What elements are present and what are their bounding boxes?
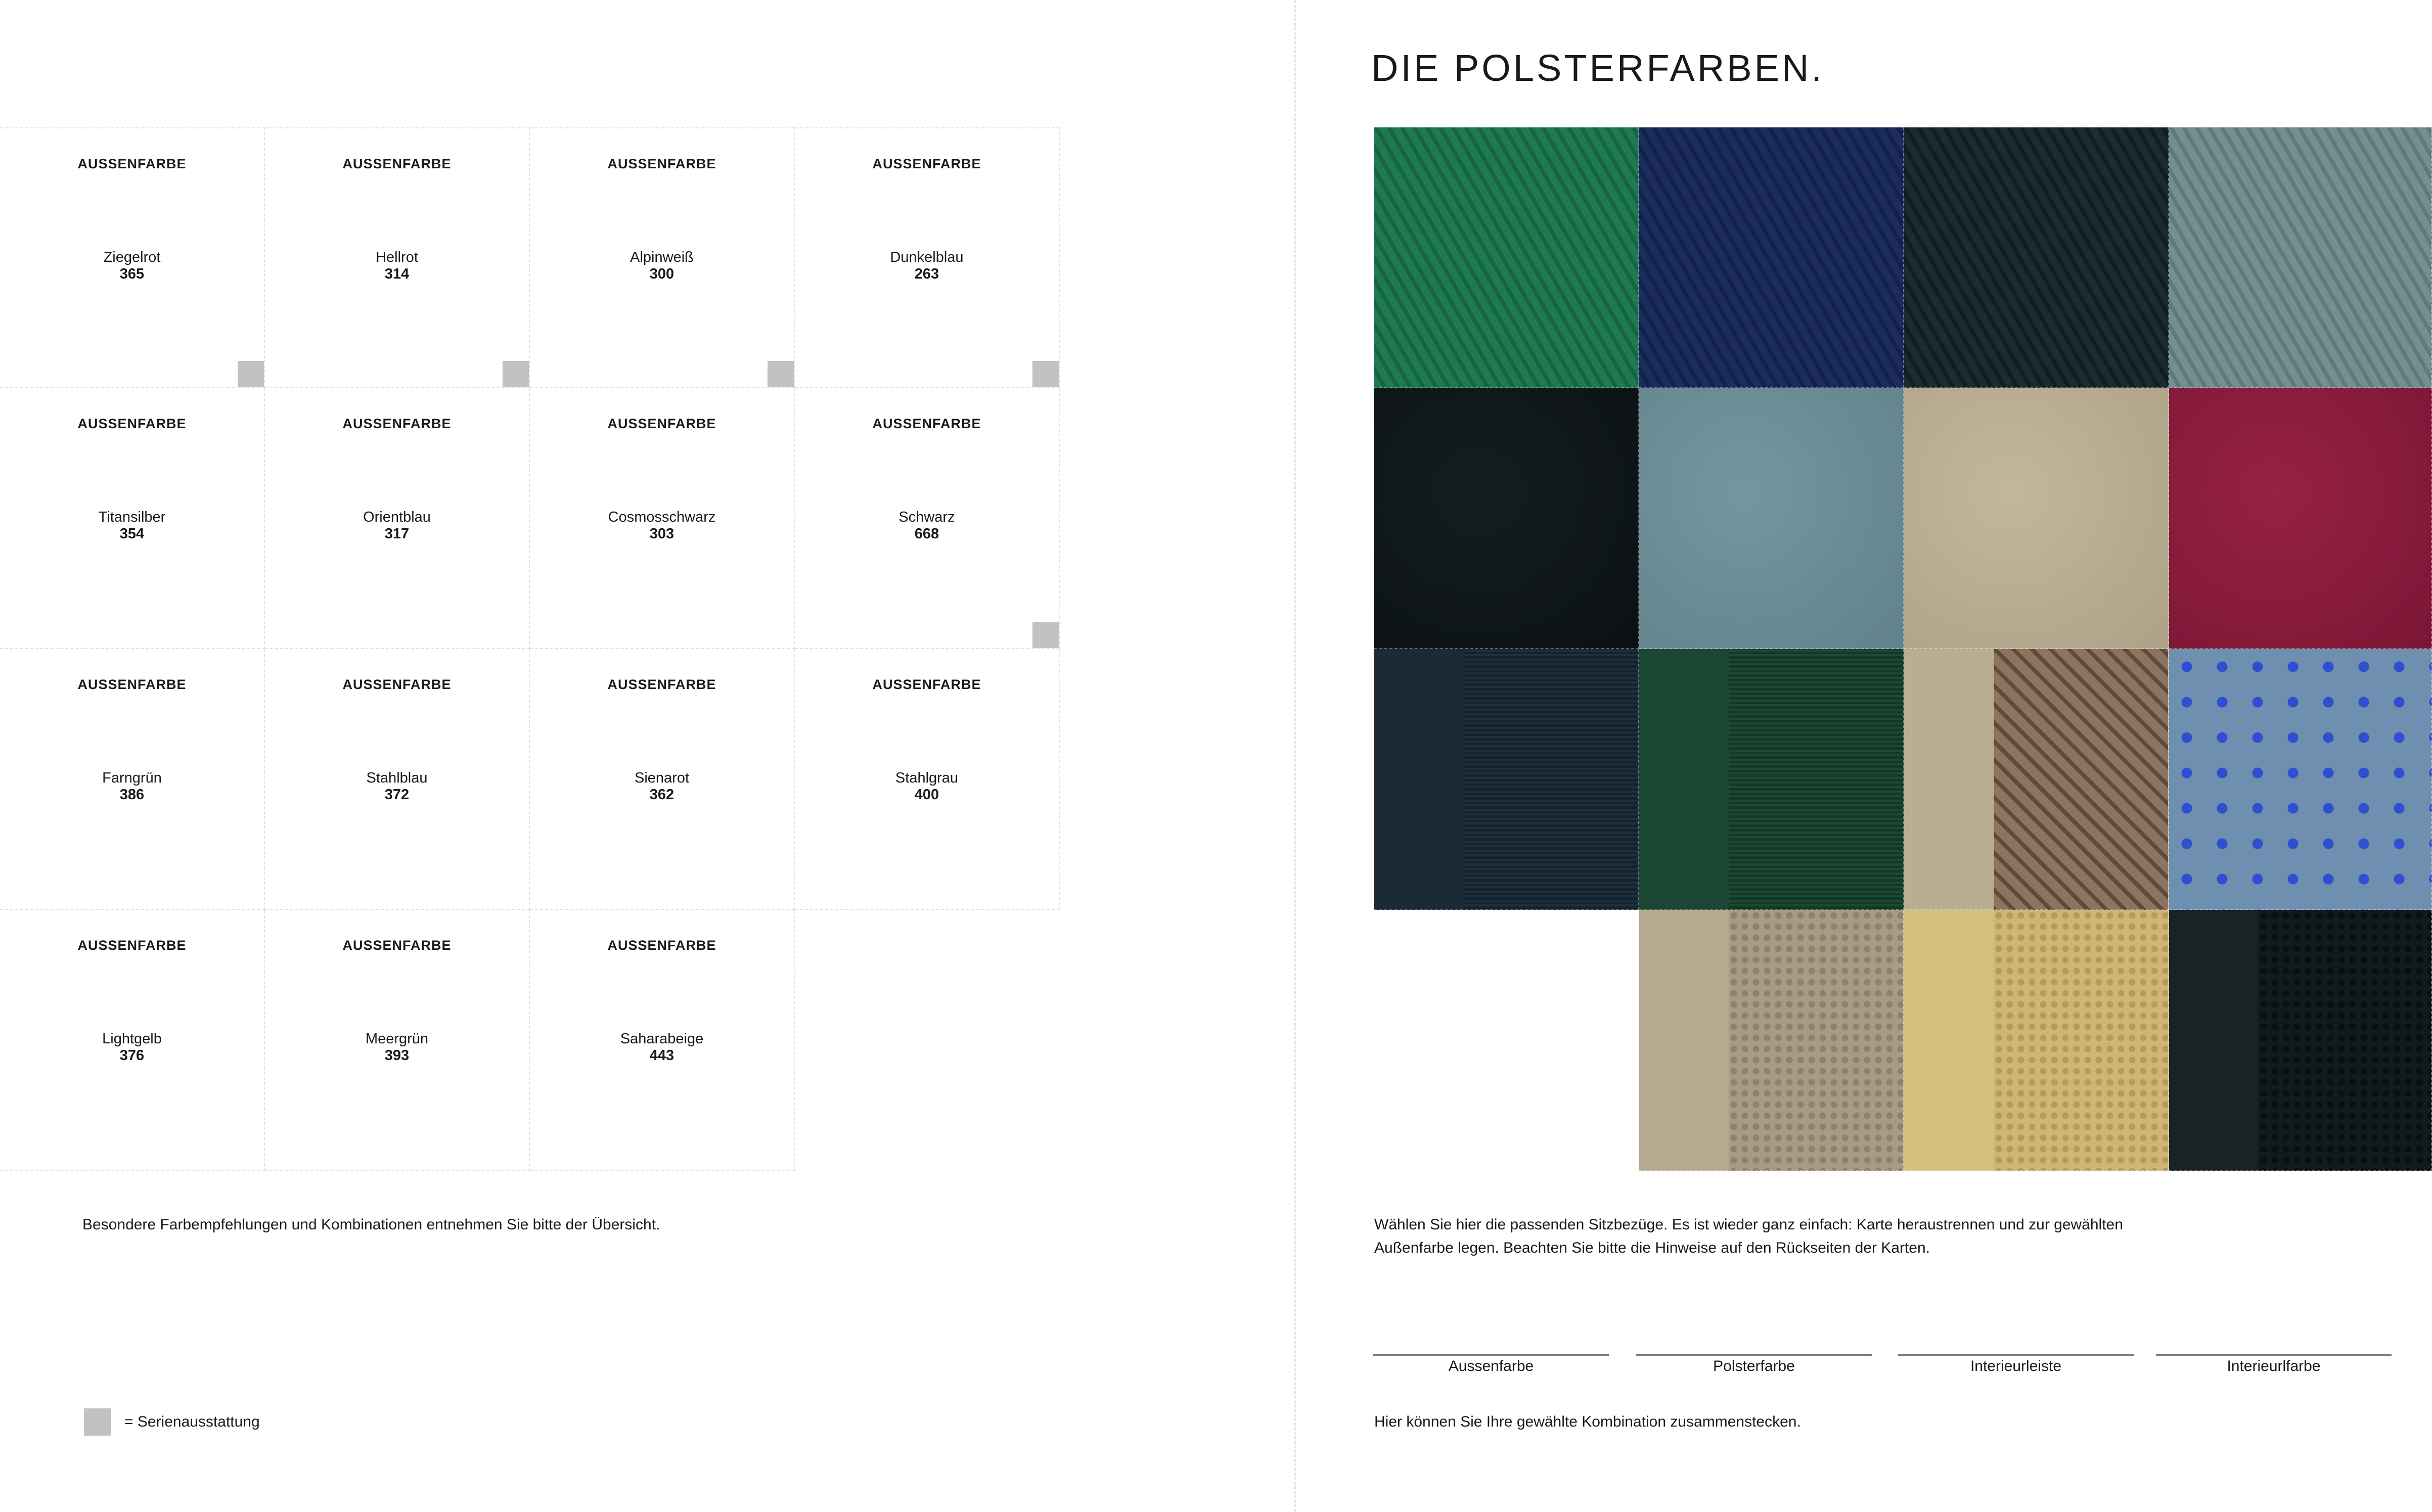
standard-equipment-marker — [238, 361, 264, 387]
color-card[interactable] — [530, 388, 795, 649]
color-name: Sienarot — [634, 770, 689, 786]
legend-text: = Serienausstattung — [124, 1413, 260, 1430]
fill-line-interior-color — [2156, 1354, 2392, 1356]
card-heading: AUSSENFARBE — [607, 416, 716, 431]
color-code: 303 — [649, 526, 674, 542]
color-card[interactable] — [265, 910, 530, 1171]
page-title: DIE POLSTERFARBEN. — [1371, 47, 1824, 89]
standard-equipment-marker — [1032, 622, 1059, 648]
color-name: Orientblau — [363, 509, 431, 525]
color-code: 300 — [649, 266, 674, 282]
color-card[interactable] — [265, 127, 530, 388]
color-code: 372 — [384, 787, 410, 803]
color-code: 400 — [914, 787, 939, 803]
card-heading: AUSSENFARBE — [342, 156, 452, 171]
fill-label-trim: Interieurleiste — [1970, 1358, 2062, 1374]
card-heading: AUSSENFARBE — [77, 416, 187, 431]
upholstery-swatch-navy[interactable] — [1639, 127, 1904, 388]
color-name: Saharabeige — [620, 1031, 704, 1047]
upholstery-swatch-beige-pebble[interactable] — [1639, 910, 1904, 1171]
color-card[interactable] — [265, 388, 530, 649]
fill-label-exterior: Aussenfarbe — [1448, 1358, 1534, 1374]
color-card[interactable] — [0, 388, 265, 649]
card-heading: AUSSENFARBE — [77, 156, 187, 171]
card-heading: AUSSENFARBE — [342, 938, 452, 953]
color-code: 668 — [914, 526, 939, 542]
color-code: 393 — [384, 1047, 410, 1064]
card-heading: AUSSENFARBE — [872, 416, 981, 431]
combination-note: Hier können Sie Ihre gewählte Kombination zusammenstecken. — [1374, 1413, 1801, 1430]
upholstery-swatch-beige-leather[interactable] — [1904, 388, 2169, 649]
color-card[interactable] — [530, 910, 795, 1171]
card-heading: AUSSENFARBE — [607, 938, 716, 953]
fill-line-exterior — [1373, 1354, 1609, 1356]
card-heading: AUSSENFARBE — [872, 156, 981, 171]
color-name: Meergrün — [365, 1031, 429, 1047]
color-name: Alpinweiß — [630, 249, 694, 265]
upholstery-swatch-grey-leather[interactable] — [1639, 388, 1904, 649]
page-fold — [1294, 0, 1296, 1512]
color-name: Schwarz — [898, 509, 955, 525]
upholstery-swatch-black[interactable] — [1904, 127, 2169, 388]
color-name: Stahlblau — [366, 770, 428, 786]
card-heading: AUSSENFARBE — [607, 677, 716, 692]
color-code: 376 — [119, 1047, 145, 1064]
upholstery-swatch-green-rib[interactable] — [1639, 649, 1904, 910]
standard-equipment-marker — [1032, 361, 1059, 387]
instructions-line-2: Außenfarbe legen. Beachten Sie bitte die Hinweise auf den Rückseiten der Karten. — [1374, 1240, 1930, 1256]
color-card[interactable] — [795, 127, 1060, 388]
color-code: 362 — [649, 787, 674, 803]
card-heading: AUSSENFARBE — [77, 938, 187, 953]
color-name: Hellrot — [376, 249, 418, 265]
color-card[interactable] — [530, 649, 795, 910]
instructions-line-1: Wählen Sie hier die passenden Sitzbezüge. Es ist wieder ganz einfach: Karte heraustrennen und zur gewählten — [1374, 1216, 2123, 1233]
color-name: Titansilber — [98, 509, 166, 525]
fill-line-upholstery — [1636, 1354, 1872, 1356]
color-card[interactable] — [0, 910, 265, 1171]
card-heading: AUSSENFARBE — [872, 677, 981, 692]
color-code: 317 — [384, 526, 410, 542]
color-card[interactable] — [0, 649, 265, 910]
card-heading: AUSSENFARBE — [77, 677, 187, 692]
color-code: 386 — [119, 787, 145, 803]
upholstery-swatch-green[interactable] — [1374, 127, 1639, 388]
upholstery-swatch-tan-weave[interactable] — [1904, 649, 2169, 910]
standard-equipment-marker — [768, 361, 794, 387]
card-heading: AUSSENFARBE — [607, 156, 716, 171]
upholstery-swatch-blue-pattern[interactable] — [2169, 649, 2432, 910]
color-code: 263 — [914, 266, 939, 282]
color-code: 365 — [119, 266, 145, 282]
card-heading: AUSSENFARBE — [342, 416, 452, 431]
color-name: Stahlgrau — [895, 770, 959, 786]
recommendation-note: Besondere Farbempfehlungen und Kombinationen entnehmen Sie bitte der Übersicht. — [82, 1216, 660, 1233]
fill-label-interior-color: Interieurlfarbe — [2227, 1358, 2321, 1374]
fill-label-upholstery: Polsterfarbe — [1713, 1358, 1795, 1374]
upholstery-swatch-black-leather[interactable] — [1374, 388, 1639, 649]
card-heading: AUSSENFARBE — [342, 677, 452, 692]
color-card[interactable] — [795, 388, 1060, 649]
color-card[interactable] — [530, 127, 795, 388]
upholstery-swatch-burgundy[interactable] — [2169, 388, 2432, 649]
color-name: Cosmosschwarz — [608, 509, 716, 525]
upholstery-swatch-grey[interactable] — [2169, 127, 2432, 388]
color-name: Lightgelb — [102, 1031, 162, 1047]
color-card[interactable] — [795, 649, 1060, 910]
standard-equipment-marker — [503, 361, 529, 387]
color-code: 314 — [384, 266, 410, 282]
legend-swatch — [84, 1408, 111, 1436]
color-code: 354 — [119, 526, 145, 542]
fill-line-trim — [1898, 1354, 2134, 1356]
color-name: Dunkelblau — [890, 249, 964, 265]
color-card[interactable] — [0, 127, 265, 388]
upholstery-swatch-yellow-pebble[interactable] — [1904, 910, 2169, 1171]
upholstery-swatch-navy-rib[interactable] — [1374, 649, 1639, 910]
upholstery-swatch-black-pebble[interactable] — [2169, 910, 2432, 1171]
color-code: 443 — [649, 1047, 674, 1064]
color-card[interactable] — [265, 649, 530, 910]
color-name: Ziegelrot — [103, 249, 161, 265]
color-name: Farngrün — [102, 770, 162, 786]
